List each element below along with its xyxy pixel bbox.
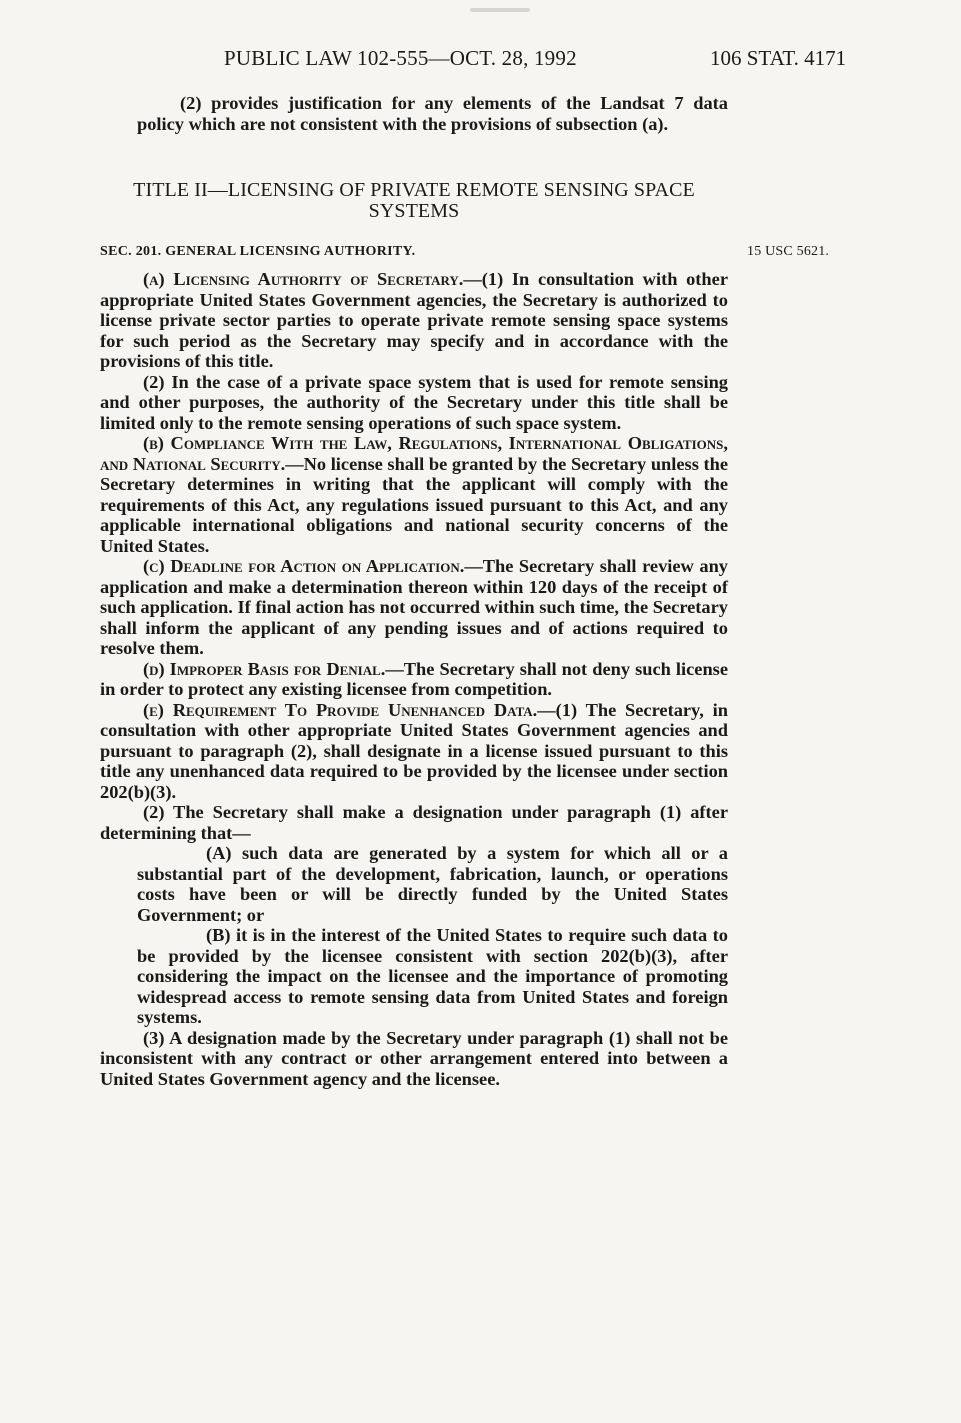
heading-d: (d) Improper Basis for Denial. bbox=[143, 658, 386, 679]
margin-citation: 15 USC 5621. bbox=[747, 244, 830, 259]
section-heading: SEC. 201. GENERAL LICENSING AUTHORITY. bbox=[100, 244, 416, 259]
paragraph-e1 bbox=[100, 700, 728, 803]
intro-block bbox=[100, 93, 728, 134]
paragraph-a1 bbox=[100, 269, 728, 372]
paragraph-a2: (2) In the case of a private space system that is used for remote sensing and other purposes, the authority of the Secretary under this title shall be limited only to the remote sensing operations of such space system. bbox=[100, 371, 728, 433]
title-heading: TITLE II—LICENSING OF PRIVATE REMOTE SENSING SPACE SYSTEMS bbox=[133, 179, 695, 222]
scan-artifact bbox=[470, 8, 530, 12]
heading-a: (a) Licensing Authority of Secretary. bbox=[143, 269, 464, 289]
text-a1: —(1) In consultation with other appropriate United States Government agencies, the Secretary is authorized to license private sector parties to operate private remote sensing space systems for such period as the Secretary may specify and in accordance with the provisions of this title. bbox=[100, 269, 728, 371]
subparagraph-e2A: (A) such data are generated by a system for which all or a substantial part of the development, fabrication, launch, or operations costs have been or will be directly funded by the United States Government; or bbox=[137, 843, 728, 925]
running-header-law: PUBLIC LAW 102-555—OCT. 28, 1992 bbox=[224, 46, 577, 70]
section-body bbox=[100, 269, 728, 1089]
text-e1: —(1) The Secretary, in consultation with other appropriate United States Government agencies and pursuant to paragraph (2), shall designate in a license issued pursuant to this title any unenhanced data required to be provided by the licensee under section 202(b)(3). bbox=[100, 699, 728, 802]
text-d: —The Secretary shall not deny such license in order to protect any existing licensee from competition. bbox=[100, 658, 728, 699]
intro-item: (2) provides justification for any elements of the Landsat 7 data policy which are not consistent with the provisions of subsection (a). bbox=[137, 93, 728, 134]
paragraph-d bbox=[100, 659, 728, 700]
paragraph-e3: (3) A designation made by the Secretary under paragraph (1) shall not be inconsistent with any contract or other arrangement entered into between a United States Government agency and the licensee. bbox=[100, 1027, 728, 1089]
heading-c: (c) Deadline for Action on Application. bbox=[143, 556, 465, 576]
paragraph-e2: (2) The Secretary shall make a designation under paragraph (1) after determining that— bbox=[100, 802, 728, 843]
paragraph-b bbox=[100, 433, 728, 556]
heading-b: (b) Compliance With the Law, Regulations, International Obligations, and National Security. bbox=[100, 433, 728, 474]
running-header-stat: 106 STAT. 4171 bbox=[710, 46, 847, 70]
paragraph-c bbox=[100, 556, 728, 659]
subparagraph-e2B: (B) it is in the interest of the United States to require such data to be provided by the licensee consistent with section 202(b)(3), after considering the impact on the licensee and the importance of promoting widespread access to remote sensing data from United States and foreign systems. bbox=[137, 925, 728, 1027]
text-b: —No license shall be granted by the Secretary unless the Secretary determines in writing that the applicant will comply with the requirements of this Act, any regulations issued pursuant to this Act, and any applicable international obligations and national security concerns of the United States. bbox=[100, 453, 729, 556]
heading-e: (e) Requirement To Provide Unenhanced Data. bbox=[143, 699, 538, 720]
text-c: —The Secretary shall review any application and make a determination thereon within 120 days of the receipt of such application. If final action has not occurred within such time, the Secretary shall inform the applicant of any pending issues and of actions required to resolve them. bbox=[100, 556, 728, 658]
